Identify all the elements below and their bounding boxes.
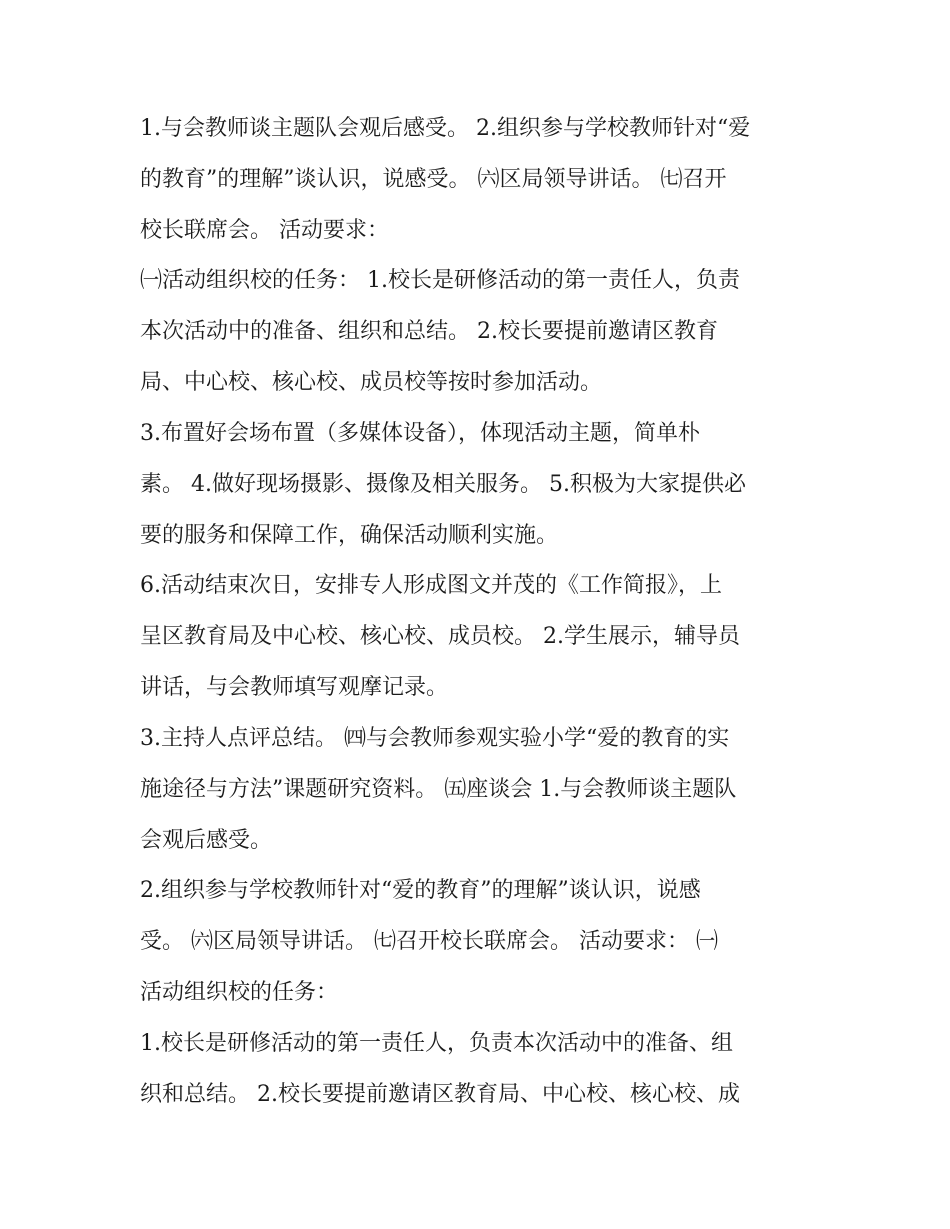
- text-line: 局、中心校、核心校、成员校等按时参加活动。: [140, 370, 603, 395]
- text-line: 织和总结。 2.校长要提前邀请区教育局、中心校、核心校、成: [140, 1082, 740, 1107]
- text-line: 3.布置好会场布置（多媒体设备），体现活动主题，简单朴: [140, 421, 700, 446]
- text-line: 活动组织校的任务：: [140, 980, 339, 1005]
- text-line: 3.主持人点评总结。 ㈣与会教师参观实验小学“爱的教育的实: [140, 726, 730, 751]
- text-line: 要的服务和保障工作，确保活动顺利实施。: [140, 523, 559, 548]
- text-line: ㈠活动组织校的任务： 1.校长是研修活动的第一责任人，负责: [140, 268, 740, 293]
- text-line: 讲话，与会教师填写观摩记录。: [140, 675, 449, 700]
- text-line: 6.活动结束次日，安排专人形成图文并茂的《工作简报》，上: [140, 573, 722, 598]
- text-line: 受。 ㈥区局领导讲话。 ㈦召开校长联席会。 活动要求： ㈠: [140, 929, 718, 954]
- text-line: 2.组织参与学校教师针对“爱的教育”的理解”谈认识，说感: [140, 878, 701, 903]
- text-line: 校长联席会。 活动要求：: [140, 218, 389, 243]
- text-line: 呈区教育局及中心校、核心校、成员校。 2.学生展示，辅导员: [140, 624, 740, 649]
- text-line: 1.与会教师谈主题队会观后感受。 2.组织参与学校教师针对“爱: [140, 116, 751, 141]
- text-line: 会观后感受。: [140, 828, 273, 853]
- text-line: 本次活动中的准备、组织和总结。 2.校长要提前邀请区教育: [140, 319, 718, 344]
- text-line: 的教育”的理解”谈认识，说感受。 ㈥区局领导讲话。 ㈦召开: [140, 167, 727, 192]
- text-line: 素。 4.做好现场摄影、摄像及相关服务。 5.积极为大家提供必: [140, 472, 746, 497]
- text-line: 1.校长是研修活动的第一责任人，负责本次活动中的准备、组: [140, 1031, 733, 1056]
- text-line: 施途径与方法”课题研究资料。 ㈤座谈会 1.与会教师谈主题队: [140, 777, 737, 802]
